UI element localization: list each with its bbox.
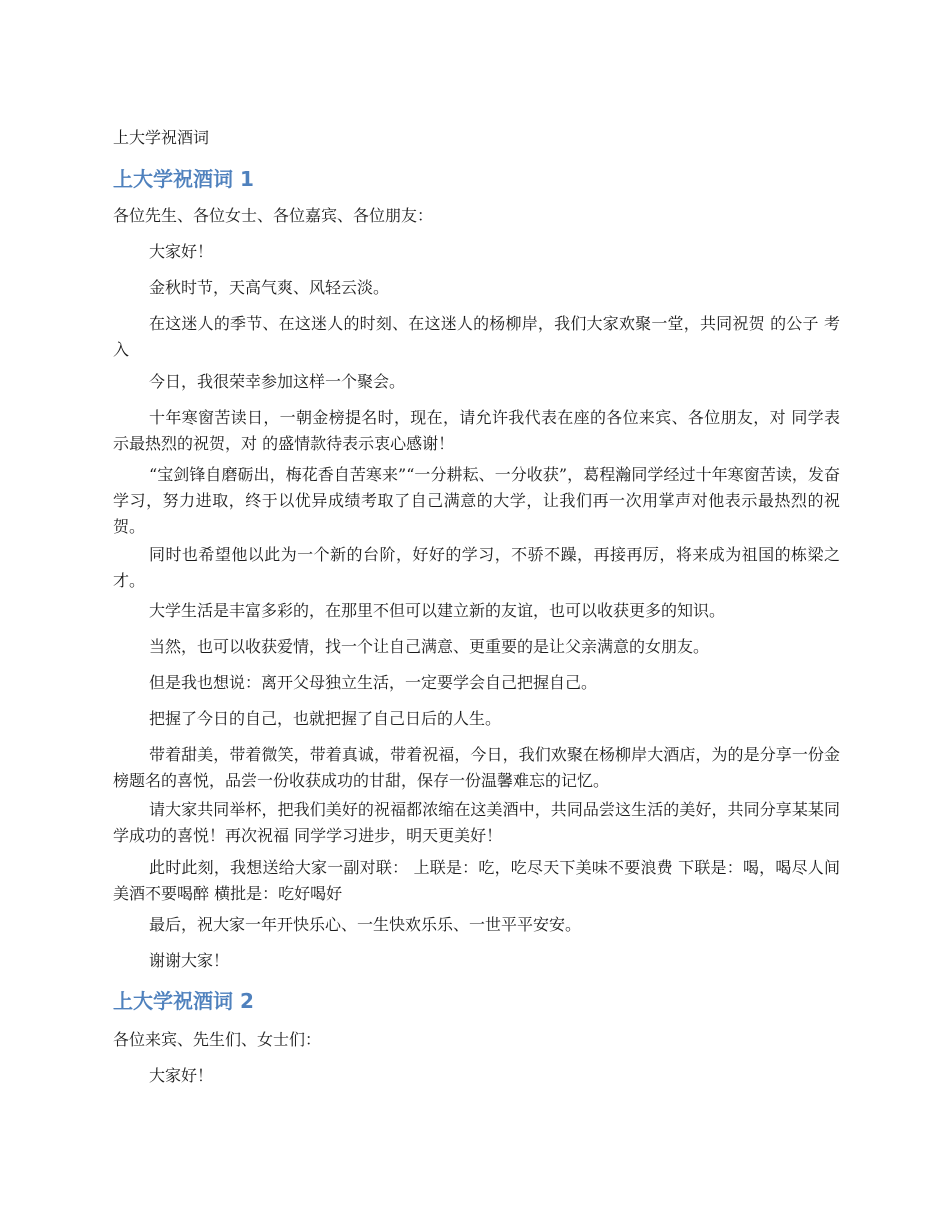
paragraph: 大学生活是丰富多彩的，在那里不但可以建立新的友谊，也可以收获更多的知识。	[149, 601, 726, 620]
section-heading-2: 上大学祝酒词 2	[113, 989, 254, 1013]
paragraph: 把握了今日的自己，也就把握了自己日后的人生。	[149, 709, 502, 728]
paragraph: 但是我也想说：离开父母独立生活，一定要学会自己把握自己。	[149, 673, 598, 692]
paragraph: “宝剑锋自磨砺出，梅花香自苦寒来”“一分耕耘、一分收获”，葛程瀚同学经过十年寒窗苦读，发奋学习，努力进取，终于以优异成绩考取了自己满意的大学，让我们再一次用掌声对他表示最热烈的祝贺。	[113, 465, 840, 536]
document-title: 上大学祝酒词	[113, 128, 210, 147]
paragraph: 十年寒窗苦读日，一朝金榜提名时，现在，请允许我代表在座的各位来宾、各位朋友，对 同学表示最热烈的祝贺，对 的盛情款待表示衷心感谢！	[113, 408, 840, 453]
paragraph: 金秋时节，天高气爽、风轻云淡。	[149, 278, 390, 297]
paragraph: 最后，祝大家一年开快乐心、一生快欢乐乐、一世平平安安。	[149, 915, 582, 934]
paragraph: 大家好！	[149, 242, 214, 261]
paragraph: 当然，也可以收获爱情，找一个让自己满意、更重要的是让父亲满意的女朋友。	[149, 637, 710, 656]
paragraph: 此时此刻，我想送给大家一副对联： 上联是：吃，吃尽天下美味不要浪费 下联是：喝，喝尽人间美酒不要喝醉 横批是：吃好喝好	[113, 858, 840, 903]
salutation-2: 各位来宾、先生们、女士们：	[113, 1030, 322, 1049]
section-heading-1: 上大学祝酒词 1	[113, 167, 254, 191]
paragraph: 带着甜美，带着微笑，带着真诚，带着祝福，今日，我们欢聚在杨柳岸大酒店，为的是分享一份金榜题名的喜悦，品尝一份收获成功的甘甜，保存一份温馨难忘的记忆。	[113, 745, 840, 790]
paragraph: 同时也希望他以此为一个新的台阶，好好的学习，不骄不躁，再接再厉，将来成为祖国的栋梁之才。	[113, 545, 840, 590]
paragraph: 请大家共同举杯，把我们美好的祝福都浓缩在这美酒中，共同品尝这生活的美好，共同分享某某同学成功的喜悦！再次祝福 同学学习进步，明天更美好！	[113, 800, 840, 845]
paragraph: 在这迷人的季节、在这迷人的时刻、在这迷人的杨柳岸，我们大家欢聚一堂，共同祝贺 的公子 考入	[113, 314, 840, 359]
paragraph: 谢谢大家！	[149, 951, 230, 970]
salutation-1: 各位先生、各位女士、各位嘉宾、各位朋友：	[113, 206, 434, 225]
paragraph: 大家好！	[149, 1066, 214, 1085]
paragraph: 今日，我很荣幸参加这样一个聚会。	[149, 372, 406, 391]
